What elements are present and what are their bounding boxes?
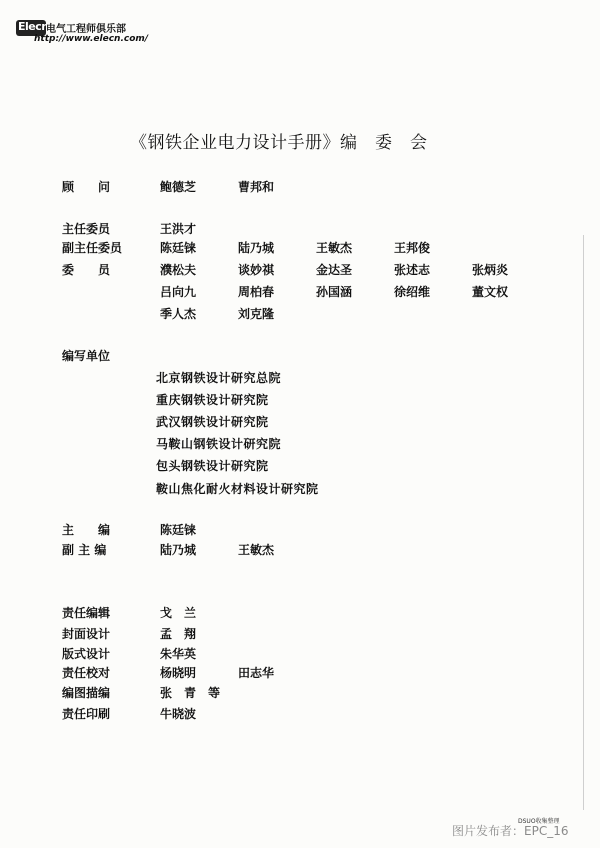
- person-name: 谈妙祺: [238, 263, 275, 277]
- row-label: 责任编辑: [62, 606, 111, 620]
- person-name: 曹邦和: [238, 180, 275, 194]
- person-name: 刘克隆: [238, 307, 275, 321]
- person-name: 金达圣: [316, 263, 353, 277]
- person-name: 陆乃城: [160, 543, 197, 557]
- person-name: 张 青 等: [160, 686, 221, 700]
- unit-item: 包头钢铁设计研究院: [156, 459, 269, 473]
- logo-text: 电气工程师俱乐部: [46, 24, 126, 35]
- person-name: 张炳炎: [472, 263, 509, 277]
- unit-item: 北京钢铁设计研究总院: [156, 371, 282, 385]
- person-name: 陈廷铼: [160, 241, 197, 255]
- row-label: 委 员: [62, 263, 111, 277]
- page-title: 《钢铁企业电力设计手册》编 委 会: [130, 133, 428, 153]
- row-label: 责任校对: [62, 666, 111, 680]
- page-edge-line: [583, 235, 584, 810]
- logo-url[interactable]: http://www.elecn.com/: [34, 34, 149, 44]
- person-name: 董文权: [472, 285, 509, 299]
- person-name: 孙国涵: [316, 285, 353, 299]
- row-label: 副 主 编: [62, 543, 107, 557]
- person-name: 陆乃城: [238, 241, 275, 255]
- row-label: 主任委员: [62, 222, 111, 236]
- publisher-watermark: 图片发布者：EPC_16: [452, 824, 569, 838]
- person-name: 王洪才: [160, 222, 197, 236]
- person-name: 田志华: [238, 666, 275, 680]
- row-label: 封面设计: [62, 627, 111, 641]
- person-name: 周柏春: [238, 285, 275, 299]
- person-name: 杨晓明: [160, 666, 197, 680]
- person-name: 朱华英: [160, 647, 197, 661]
- person-name: 陈廷铼: [160, 523, 197, 537]
- person-name: 王邦俊: [394, 241, 431, 255]
- person-name: 张述志: [394, 263, 431, 277]
- person-name: 王敏杰: [316, 241, 353, 255]
- units-label: 编写单位: [62, 349, 111, 363]
- unit-item: 武汉钢铁设计研究院: [156, 415, 269, 429]
- unit-item: 鞍山焦化耐火材料设计研究院: [156, 482, 319, 496]
- person-name: 季人杰: [160, 307, 197, 321]
- person-name: 鲍德芝: [160, 180, 197, 194]
- elecn-badge-icon: Elecn: [16, 20, 46, 36]
- person-name: 孟 翔: [160, 627, 197, 641]
- unit-item: 重庆钢铁设计研究院: [156, 393, 269, 407]
- row-label: 版式设计: [62, 647, 111, 661]
- scan-credit: DSUO收集整理: [518, 818, 560, 825]
- row-label: 编图描编: [62, 686, 111, 700]
- person-name: 徐绍维: [394, 285, 431, 299]
- row-label: 副主任委员: [62, 241, 123, 255]
- elecn-logo[interactable]: [16, 18, 166, 46]
- person-name: 濮松夫: [160, 263, 197, 277]
- row-label: 顾 问: [62, 180, 111, 194]
- unit-item: 马鞍山钢铁设计研究院: [156, 437, 282, 451]
- person-name: 王敏杰: [238, 543, 275, 557]
- person-name: 戈 兰: [160, 606, 197, 620]
- row-label: 责任印刷: [62, 707, 111, 721]
- row-label: 主 编: [62, 523, 111, 537]
- person-name: 吕向九: [160, 285, 197, 299]
- person-name: 牛晓波: [160, 707, 197, 721]
